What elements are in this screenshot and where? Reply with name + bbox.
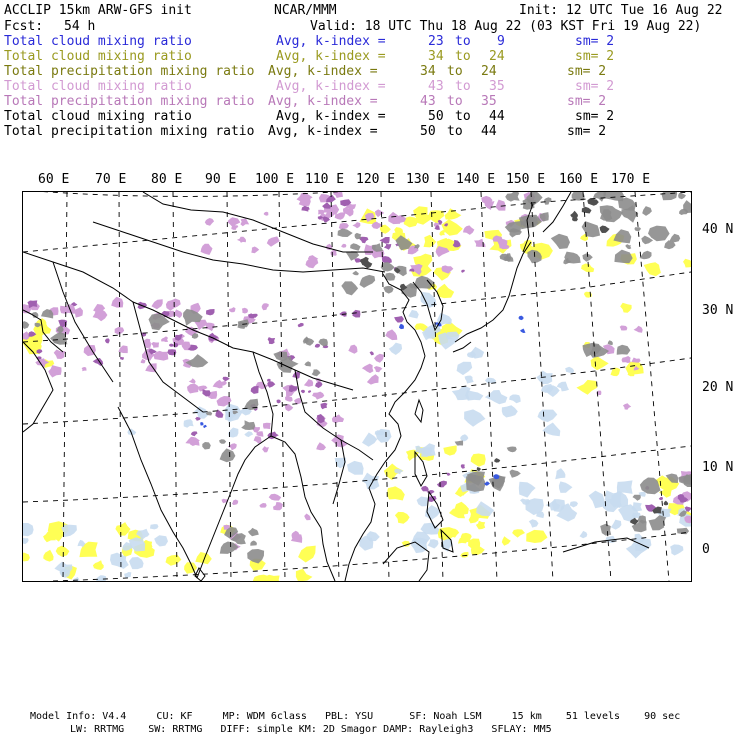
yellow-cloud-patch (43, 550, 53, 562)
footer-model-info: Model Info: V4.4 CU: KF MP: WDM 6class PBL: YSU SF: Noah LSM 15 km 51 levels 90 sec (30, 711, 681, 722)
light-blue-cloud-patch (565, 367, 574, 374)
lon-label: 80 E (151, 172, 183, 187)
field-2-avg: Avg, k-index = (268, 64, 378, 79)
gray-cloud-patch (614, 250, 632, 264)
field-4-sm: sm= 2 (567, 94, 607, 109)
blue-cloud-patch (518, 316, 523, 321)
gray-cloud-patch (617, 345, 631, 355)
gray-cloud-patch (564, 252, 580, 264)
light-purple-cloud-patch (273, 502, 283, 510)
gray-cloud-patch (202, 442, 211, 450)
gray-cloud-patch (219, 439, 226, 444)
light-purple-cloud-patch (205, 218, 214, 226)
gray-cloud-patch (383, 286, 393, 294)
light-blue-cloud-patch (23, 523, 34, 536)
field-1-sm: sm= 2 (575, 49, 615, 64)
valid-time: Valid: 18 UTC Thu 18 Aug 22 (03 KST Fri 19 Aug 22) (310, 19, 702, 34)
light-purple-cloud-patch (352, 222, 360, 228)
light-purple-cloud-patch (111, 297, 123, 308)
lon-label: 170 E (611, 172, 651, 187)
forecast-map (22, 191, 692, 582)
gray-cloud-patch (312, 369, 321, 376)
purple-cloud-patch (277, 400, 281, 404)
light-blue-cloud-patch (460, 434, 468, 441)
purple-cloud-patch (384, 244, 391, 250)
light-purple-cloud-patch (496, 200, 506, 211)
yellow-cloud-patch (441, 219, 462, 235)
light-purple-cloud-patch (54, 350, 66, 360)
field-2-sm: sm= 2 (567, 64, 607, 79)
light-purple-cloud-patch (60, 304, 75, 314)
purple-cloud-patch (322, 202, 331, 208)
field-0-name: Total cloud mixing ratio (4, 34, 192, 49)
gray-cloud-patch (341, 281, 358, 295)
light-purple-cloud-patch (341, 244, 346, 248)
field-1-to: to (455, 49, 471, 64)
field-5-to: to (455, 109, 471, 124)
light-purple-cloud-patch (251, 247, 259, 254)
lat-label: 20 N (702, 380, 734, 395)
light-blue-cloud-patch (417, 497, 428, 507)
purple-cloud-patch (251, 386, 259, 394)
light-blue-cloud-patch (538, 410, 558, 423)
gray-cloud-patch (352, 271, 359, 276)
gray-cloud-patch (350, 243, 361, 251)
light-purple-cloud-patch (82, 367, 87, 371)
gray-cloud-patch (640, 251, 652, 260)
light-blue-cloud-patch (129, 557, 144, 569)
light-purple-cloud-patch (141, 359, 146, 364)
purple-cloud-patch (461, 464, 465, 469)
purple-cloud-patch (169, 344, 173, 347)
lon-label: 90 E (205, 172, 237, 187)
field-1-avg: Avg, k-index = (276, 49, 386, 64)
light-blue-cloud-patch (408, 310, 419, 319)
light-purple-cloud-patch (240, 219, 249, 227)
yellow-cloud-patch (438, 527, 454, 540)
light-purple-cloud-patch (375, 209, 384, 217)
purple-cloud-patch (289, 385, 298, 392)
purple-cloud-patch (437, 481, 447, 488)
field-1-name: Total cloud mixing ratio (4, 49, 192, 64)
field-0-k1: 23 (428, 34, 444, 49)
field-2-to: to (447, 64, 463, 79)
light-blue-cloud-patch (465, 390, 483, 401)
gray-cloud-patch (355, 233, 362, 240)
purple-cloud-patch (206, 309, 214, 315)
dark-gray-cloud-patch (664, 501, 669, 506)
light-blue-cloud-patch (520, 499, 530, 505)
light-purple-cloud-patch (374, 354, 384, 363)
light-purple-cloud-patch (213, 380, 223, 389)
lon-label: 70 E (95, 172, 127, 187)
yellow-cloud-patch (644, 262, 661, 276)
light-purple-cloud-patch (229, 307, 235, 312)
purple-cloud-patch (394, 316, 404, 323)
light-purple-cloud-patch (348, 345, 357, 354)
light-blue-cloud-patch (359, 536, 373, 551)
gray-cloud-patch (304, 361, 311, 366)
lon-label: 110 E (305, 172, 345, 187)
light-blue-cloud-patch (362, 433, 377, 447)
light-purple-cloud-patch (333, 192, 343, 198)
org-label: NCAR/MMM (274, 3, 337, 18)
light-purple-cloud-patch (634, 326, 643, 333)
field-0-avg: Avg, k-index = (276, 34, 386, 49)
blue-cloud-patch (200, 422, 203, 425)
gray-cloud-patch (507, 447, 517, 453)
light-purple-cloud-patch (312, 392, 324, 400)
light-blue-cloud-patch (559, 481, 573, 493)
field-2-k2: 24 (481, 64, 497, 79)
field-0-to: to (455, 34, 471, 49)
purple-cloud-patch (315, 382, 323, 389)
gray-cloud-patch (608, 340, 613, 345)
blue-cloud-patch (203, 425, 207, 428)
gray-cloud-patch (466, 475, 486, 492)
purple-cloud-patch (267, 381, 275, 388)
yellow-cloud-patch (683, 259, 691, 268)
light-blue-cloud-patch (184, 419, 194, 427)
light-blue-cloud-patch (580, 531, 588, 538)
light-purple-cloud-patch (362, 364, 374, 374)
field-6-name: Total precipitation mixing ratio (4, 124, 255, 139)
yellow-cloud-patch (296, 569, 313, 581)
yellow-cloud-patch (476, 521, 485, 530)
gray-cloud-patch (455, 441, 464, 446)
light-purple-cloud-patch (316, 442, 326, 450)
purple-cloud-patch (315, 344, 320, 348)
purple-cloud-patch (421, 486, 429, 492)
yellow-cloud-patch (93, 560, 104, 570)
gray-cloud-patch (505, 192, 520, 202)
light-purple-cloud-patch (259, 503, 266, 508)
purple-cloud-patch (453, 240, 461, 247)
light-blue-cloud-patch (509, 395, 521, 404)
field-4-to: to (447, 94, 463, 109)
light-purple-cloud-patch (228, 443, 237, 450)
field-5-name: Total cloud mixing ratio (4, 109, 192, 124)
light-blue-cloud-patch (96, 575, 106, 581)
yellow-cloud-patch (460, 552, 468, 558)
field-4-k2: 35 (481, 94, 497, 109)
gray-cloud-patch (23, 321, 29, 329)
light-blue-cloud-patch (529, 519, 539, 527)
gray-cloud-patch (648, 226, 670, 242)
purple-cloud-patch (105, 338, 110, 343)
lat-label: 10 N (702, 460, 734, 475)
light-blue-field-layer (23, 292, 691, 581)
purple-cloud-patch (268, 337, 276, 344)
gray-cloud-patch (633, 495, 641, 501)
gray-cloud-patch (248, 528, 259, 536)
light-purple-cloud-patch (339, 223, 349, 230)
field-2-k1: 34 (420, 64, 436, 79)
field-1-k2: 24 (489, 49, 505, 64)
lat-label: 40 N (702, 222, 734, 237)
light-purple-cloud-patch (262, 303, 269, 310)
light-purple-cloud-patch (242, 308, 248, 314)
field-4-k1: 43 (420, 94, 436, 109)
light-blue-cloud-patch (347, 461, 364, 475)
yellow-cloud-patch (455, 502, 469, 515)
field-5-k2: 44 (489, 109, 505, 124)
yellow-cloud-patch (166, 555, 182, 566)
gray-cloud-patch (679, 474, 692, 485)
gray-cloud-patch (670, 234, 681, 242)
yellow-cloud-patch (115, 522, 130, 536)
yellow-cloud-patch (502, 536, 511, 545)
yellow-cloud-patch (471, 545, 485, 555)
yellow-cloud-patch (298, 546, 316, 563)
gray-cloud-patch (626, 244, 632, 249)
light-blue-cloud-patch (555, 468, 565, 479)
dark-gray-cloud-patch (494, 458, 500, 463)
light-purple-cloud-patch (332, 414, 344, 423)
field-6-to: to (447, 124, 463, 139)
light-blue-cloud-patch (457, 362, 473, 375)
purple-cloud-patch (202, 389, 210, 396)
purple-cloud-patch (321, 403, 328, 409)
light-purple-cloud-patch (201, 244, 213, 255)
light-purple-cloud-patch (189, 378, 196, 383)
light-blue-cloud-patch (611, 520, 622, 530)
purple-cloud-patch (223, 377, 230, 382)
light-blue-cloud-patch (476, 501, 494, 516)
field-2-name: Total precipitation mixing ratio (4, 64, 255, 79)
footer-physics-info: LW: RRTMG SW: RRTMG DIFF: simple KM: 2D Smagor DAMP: Rayleigh3 SFLAY: MM5 (70, 724, 552, 735)
purple-cloud-patch (298, 323, 304, 327)
purple-cloud-patch (382, 256, 392, 263)
light-blue-cloud-patch (589, 491, 605, 509)
field-3-to: to (455, 79, 471, 94)
yellow-cloud-patch (445, 208, 462, 219)
yellow-cloud-patch (471, 454, 486, 467)
yellow-cloud-patch (437, 284, 454, 298)
gray-cloud-patch (250, 541, 257, 546)
yellow-cloud-patch (512, 529, 525, 537)
purple-cloud-patch (173, 343, 178, 348)
lat-label: 0 (702, 542, 710, 557)
light-purple-cloud-patch (161, 336, 168, 342)
dark-gray-cloud-patch (570, 211, 578, 219)
field-4-name: Total precipitation mixing ratio (4, 94, 255, 109)
light-purple-cloud-patch (622, 356, 631, 363)
purple-cloud-patch (353, 310, 361, 318)
yellow-cloud-patch (395, 512, 410, 524)
light-purple-cloud-patch (285, 395, 293, 401)
light-blue-cloud-patch (465, 376, 474, 384)
light-purple-cloud-patch (187, 384, 198, 394)
lon-label: 150 E (506, 172, 546, 187)
light-purple-cloud-patch (151, 299, 162, 309)
lat-label: 30 N (702, 303, 734, 318)
gray-cloud-patch (634, 227, 641, 231)
purple-cloud-patch (301, 390, 305, 394)
field-3-k1: 43 (428, 79, 444, 94)
purple-cloud-patch (308, 390, 311, 393)
yellow-cloud-patch (195, 552, 212, 564)
yellow-cloud-patch (23, 553, 30, 562)
light-purple-cloud-patch (269, 494, 282, 501)
lon-label: 100 E (255, 172, 295, 187)
field-6-k1: 50 (420, 124, 436, 139)
gray-cloud-patch (551, 234, 570, 249)
lon-label: 130 E (406, 172, 446, 187)
gray-cloud-patch (678, 193, 686, 199)
light-purple-cloud-patch (620, 326, 628, 331)
purple-cloud-patch (120, 357, 124, 360)
light-blue-cloud-patch (150, 524, 159, 529)
light-blue-cloud-patch (23, 538, 29, 544)
light-purple-cloud-patch (151, 342, 159, 348)
light-blue-cloud-patch (502, 405, 518, 417)
light-purple-cloud-patch (263, 423, 271, 429)
light-blue-cloud-patch (485, 390, 508, 404)
gray-cloud-patch (41, 309, 53, 319)
field-3-avg: Avg, k-index = (276, 79, 386, 94)
dark-gray-cloud-patch (477, 467, 481, 471)
gray-cloud-patch (220, 542, 239, 554)
light-purple-cloud-patch (474, 239, 485, 248)
dark-gray-cloud-patch (582, 207, 592, 214)
lon-label: 140 E (456, 172, 496, 187)
purple-cloud-patch (317, 414, 325, 423)
lon-label: 120 E (356, 172, 396, 187)
lon-label: 60 E (38, 172, 70, 187)
lon-label: 160 E (559, 172, 599, 187)
light-blue-cloud-patch (389, 343, 402, 355)
gray-cloud-patch (642, 206, 652, 216)
light-purple-cloud-patch (267, 236, 280, 246)
model-title: ACCLIP 15km ARW-GFS init (4, 3, 192, 18)
light-blue-cloud-patch (124, 572, 131, 578)
gray-cloud-patch (220, 448, 236, 462)
gray-cloud-patch (544, 197, 551, 205)
field-6-sm: sm= 2 (567, 124, 607, 139)
light-purple-cloud-patch (304, 514, 310, 521)
map-canvas (23, 192, 691, 581)
light-purple-cloud-patch (631, 358, 640, 363)
light-purple-cloud-patch (237, 237, 246, 243)
light-purple-cloud-patch (262, 446, 269, 452)
field-5-k1: 50 (428, 109, 444, 124)
init-time: Init: 12 UTC Tue 16 Aug 22 (519, 3, 723, 18)
light-purple-cloud-patch (304, 379, 313, 387)
forecast-value: 54 h (64, 19, 96, 34)
purple-cloud-patch (380, 237, 390, 244)
gray-cloud-patch (600, 524, 611, 536)
field-6-avg: Avg, k-index = (268, 124, 378, 139)
light-blue-cloud-patch (670, 544, 683, 555)
light-purple-cloud-patch (374, 366, 383, 372)
light-blue-cloud-patch (244, 431, 253, 437)
purple-cloud-patch (461, 270, 465, 273)
purple-cloud-patch (191, 431, 198, 436)
blue-cloud-patch (520, 329, 525, 334)
light-blue-cloud-patch (570, 501, 578, 507)
yellow-cloud-patch (424, 235, 437, 248)
field-3-k2: 35 (489, 79, 505, 94)
field-5-avg: Avg, k-index = (276, 109, 386, 124)
yellow-cloud-patch (591, 356, 609, 371)
field-0-sm: sm= 2 (575, 34, 615, 49)
purple-cloud-patch (370, 351, 374, 355)
light-blue-cloud-patch (519, 482, 536, 498)
yellow-cloud-patch (443, 445, 456, 455)
gray-field-layer (23, 192, 691, 564)
yellow-cloud-patch (620, 303, 632, 313)
field-3-sm: sm= 2 (575, 79, 615, 94)
light-blue-cloud-patch (428, 539, 439, 548)
field-6-k2: 44 (481, 124, 497, 139)
light-purple-cloud-patch (623, 403, 631, 410)
field-4-avg: Avg, k-index = (268, 94, 378, 109)
purple-cloud-patch (267, 432, 278, 440)
yellow-cloud-patch (576, 380, 597, 395)
gray-cloud-patch (304, 338, 314, 346)
light-purple-cloud-patch (48, 365, 61, 377)
dark-gray-cloud-patch (600, 226, 610, 234)
blue-cloud-patch (399, 324, 404, 329)
yellow-cloud-patch (469, 513, 480, 523)
light-purple-cloud-patch (254, 436, 262, 444)
light-purple-cloud-patch (388, 212, 401, 224)
yellow-cloud-patch (581, 264, 594, 273)
yellow-cloud-patch (56, 546, 70, 557)
field-3-name: Total cloud mixing ratio (4, 79, 192, 94)
light-blue-cloud-patch (464, 409, 485, 426)
gray-cloud-patch (510, 470, 521, 478)
light-purple-cloud-patch (264, 212, 269, 216)
field-0-k2: 9 (497, 34, 505, 49)
gray-cloud-patch (338, 229, 353, 238)
light-blue-cloud-patch (154, 535, 168, 546)
field-1-k1: 34 (428, 49, 444, 64)
gray-cloud-patch (241, 420, 255, 430)
yellow-cloud-patch (526, 530, 547, 543)
forecast-label: Fcst: (4, 19, 44, 34)
gray-cloud-patch (360, 275, 376, 288)
field-5-sm: sm= 2 (575, 109, 615, 124)
light-purple-cloud-patch (463, 225, 474, 235)
purple-cloud-patch (659, 497, 663, 500)
light-purple-cloud-patch (385, 329, 397, 340)
dark-gray-cloud-patch (587, 198, 599, 206)
light-purple-cloud-patch (232, 500, 238, 506)
light-purple-cloud-patch (367, 374, 379, 384)
